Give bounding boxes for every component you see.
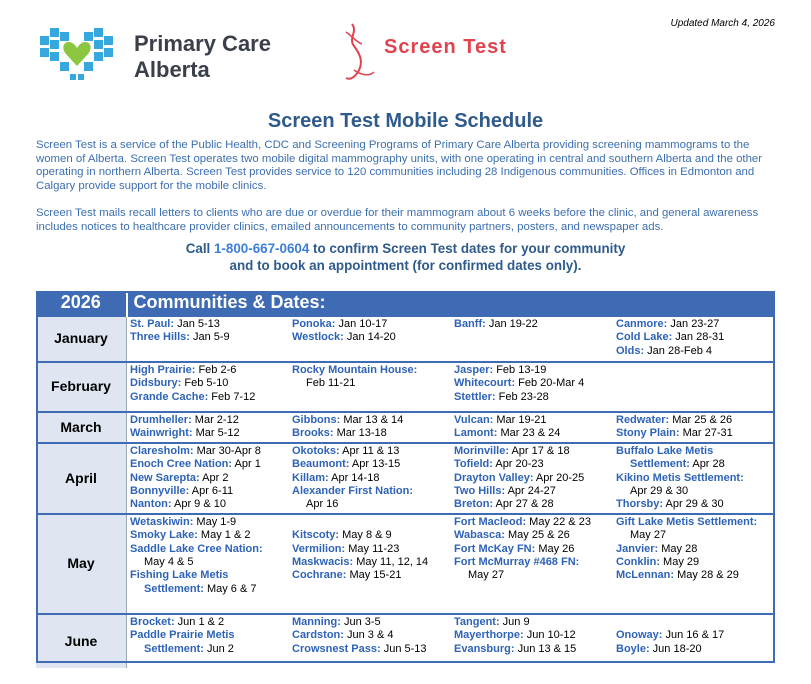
month-row-may — [36, 514, 775, 614]
community-entry — [454, 629, 610, 642]
community-name: Janvier: — [616, 542, 659, 555]
community-name: Drumheller: — [130, 414, 192, 426]
community-dates: Jun 5-13 — [380, 642, 427, 655]
community-cell — [451, 316, 613, 362]
community-entry — [292, 331, 448, 344]
community-name: Enoch Cree Nation: — [130, 458, 233, 471]
screen-test-ribbon-icon — [340, 22, 380, 84]
community-dates: Apr 6-11 — [189, 485, 234, 498]
community-entry — [454, 458, 610, 471]
community-entry — [454, 485, 610, 498]
community-name: Ponoka: — [292, 318, 336, 330]
community-dates: Feb 5-10 — [181, 377, 229, 390]
community-cell — [613, 362, 775, 412]
community-dates: May 27 — [468, 569, 505, 582]
community-dates: Jun 16 & 17 — [662, 629, 725, 642]
community-dates: May 11, 12, 14 — [353, 556, 429, 569]
community-entry — [616, 458, 772, 471]
community-entry — [130, 516, 286, 529]
primary-care-alberta-logo — [34, 22, 304, 92]
community-cell — [127, 412, 290, 443]
community-name: Gibbons: — [292, 414, 341, 426]
community-dates: May 4 & 5 — [144, 556, 194, 569]
community-entry — [616, 616, 772, 629]
community-entry — [616, 629, 772, 642]
page-title: Screen Test Mobile Schedule — [267, 110, 544, 132]
community-cell — [613, 514, 775, 614]
phone-number[interactable]: 1-800-667-0604 — [213, 241, 310, 256]
community-name: Vermilion: — [292, 542, 346, 555]
community-name: Fort McKay FN: — [454, 542, 536, 555]
community-entry — [292, 529, 448, 542]
community-name: Fort McMurray #468 FN: — [454, 556, 580, 569]
community-name: Boyle: — [616, 642, 650, 655]
community-entry — [292, 364, 448, 377]
community-dates: Jan 23-27 — [667, 318, 720, 330]
community-name: Banff: — [454, 318, 486, 330]
schedule-header — [36, 291, 775, 316]
community-dates: Apr 28 — [689, 458, 725, 471]
call-pre: Call — [185, 241, 214, 256]
community-cell — [127, 362, 290, 412]
community-entry — [616, 529, 772, 542]
community-dates: Feb 2-6 — [195, 364, 237, 376]
community-entry — [130, 391, 286, 404]
community-dates: Mar 27-31 — [679, 427, 733, 440]
community-entry — [454, 445, 610, 458]
month-label: March — [36, 412, 127, 443]
community-name: New Sarepta: — [130, 471, 200, 484]
community-dates: Apr 29 & 30 — [663, 498, 724, 511]
community-dates: Apr 20-25 — [533, 471, 585, 484]
community-cell — [613, 614, 775, 668]
month-row-april — [36, 443, 775, 514]
community-dates: Jun 13 & 15 — [514, 642, 577, 655]
community-dates: Feb 20-Mar 4 — [515, 377, 585, 390]
community-name: Okotoks: — [292, 444, 340, 457]
month-row-january — [36, 316, 775, 362]
community-name: Brooks: — [292, 427, 334, 440]
community-name: Morinville: — [454, 444, 510, 457]
community-dates: Jun 3 & 4 — [343, 629, 394, 642]
community-dates: Mar 13 & 14 — [340, 414, 404, 426]
community-dates: May 28 — [658, 542, 698, 555]
screen-test-logo — [340, 22, 540, 92]
community-name: Kitscoty: — [292, 529, 340, 542]
community-entry — [616, 485, 772, 498]
community-dates: Feb 7-12 — [208, 390, 256, 403]
community-dates: Jan 14-20 — [343, 331, 396, 344]
community-entry — [292, 318, 448, 331]
community-name: Saddle Lake Cree Nation: — [130, 542, 263, 555]
community-cell — [289, 514, 451, 614]
community-entry — [292, 458, 448, 471]
community-dates: May 15-21 — [346, 569, 402, 582]
community-name: Onoway: — [616, 629, 663, 642]
community-dates: Mar 5-12 — [192, 427, 240, 440]
community-cell — [613, 443, 775, 514]
community-cell — [451, 443, 613, 514]
community-name: Nanton: — [130, 498, 172, 511]
community-dates: Mar 2-12 — [191, 414, 239, 426]
community-name: Maskwacis: — [292, 556, 354, 569]
community-dates: Apr 2 — [199, 471, 229, 484]
community-dates: Apr 14-18 — [328, 471, 380, 484]
community-dates: Mar 19-21 — [493, 414, 547, 426]
community-entry — [130, 377, 286, 390]
pca-name — [134, 31, 271, 83]
pca-line2: Alberta — [134, 57, 210, 82]
community-entry — [130, 414, 286, 427]
community-entry — [130, 427, 286, 440]
community-entry — [616, 445, 772, 458]
month-row-february — [36, 362, 775, 412]
community-name: Redwater: — [616, 414, 670, 426]
community-cell — [613, 316, 775, 362]
community-entry — [454, 391, 610, 404]
community-dates: Apr 27 & 28 — [493, 498, 554, 511]
community-name: Cardston: — [292, 629, 344, 642]
call-line2: and to book an appointment (for confirmed dates only). — [229, 258, 582, 273]
community-dates: May 1-9 — [193, 515, 237, 528]
community-name: Westlock: — [292, 331, 344, 344]
community-name: Lamont: — [454, 427, 498, 440]
community-cell — [289, 443, 451, 514]
community-name: Fishing Lake Metis — [130, 569, 229, 582]
community-cell — [289, 316, 451, 362]
community-entry — [454, 643, 610, 656]
community-name: Fort Macleod: — [454, 515, 527, 528]
schedule-heading: Communities & Dates: — [127, 291, 776, 316]
community-dates: May 11-23 — [345, 542, 400, 555]
community-entry — [616, 516, 772, 529]
community-name: Cold Lake: — [616, 331, 673, 344]
community-name: High Prairie: — [130, 364, 196, 376]
community-dates: May 26 — [535, 542, 575, 555]
community-cell — [289, 362, 451, 412]
month-row-march — [36, 412, 775, 443]
community-name: Drayton Valley: — [454, 471, 534, 484]
community-entry — [454, 364, 610, 377]
community-entry — [130, 498, 286, 511]
month-label: January — [36, 316, 127, 362]
community-entry — [292, 485, 448, 498]
community-entry — [616, 498, 772, 511]
pca-line1: Primary Care — [134, 31, 271, 56]
community-dates: Jun 18-20 — [649, 642, 702, 655]
community-cell — [289, 412, 451, 443]
month-label: June — [36, 614, 127, 668]
community-name: Kikino Metis Settlement: — [616, 471, 744, 484]
community-entry — [292, 377, 448, 390]
community-name: Canmore: — [616, 318, 668, 330]
community-dates: Jun 1 & 2 — [174, 615, 225, 628]
community-name: Cochrane: — [292, 569, 347, 582]
community-entry — [130, 445, 286, 458]
pca-heart-pixel-icon — [34, 22, 124, 92]
community-dates: Apr 24-27 — [505, 485, 556, 498]
community-cell — [613, 412, 775, 443]
community-dates: Jun 10-12 — [523, 629, 576, 642]
community-dates: Feb 11-21 — [306, 377, 356, 390]
community-dates: May 22 & 23 — [526, 515, 591, 528]
community-name: Tangent: — [454, 615, 500, 628]
community-dates: May 8 & 9 — [339, 529, 392, 542]
community-dates: Feb 23-28 — [495, 390, 549, 403]
call-post: to confirm Screen Test dates for your community — [309, 241, 626, 256]
community-name: Rocky Mountain House: — [292, 364, 418, 376]
community-dates: Apr 17 & 18 — [509, 444, 570, 457]
community-entry — [454, 569, 610, 582]
community-dates: Apr 16 — [306, 498, 339, 511]
community-dates: Apr 9 & 10 — [171, 498, 226, 511]
community-entry — [130, 485, 286, 498]
community-name: Alexander First Nation: — [292, 485, 414, 498]
community-name: Two Hills: — [454, 485, 506, 498]
community-dates: Jun 3-5 — [340, 615, 381, 628]
community-entry — [130, 616, 286, 629]
community-entry — [454, 516, 610, 529]
community-name: Olds: — [616, 344, 645, 357]
community-name: St. Paul: — [130, 318, 175, 330]
community-dates: Mar 25 & 26 — [669, 414, 733, 426]
community-name: Stony Plain: — [616, 427, 680, 440]
call-to-action — [0, 240, 811, 274]
community-name: Buffalo Lake Metis — [616, 444, 714, 457]
community-dates: Apr 13-15 — [349, 458, 401, 471]
community-name: Three Hills: — [130, 331, 190, 344]
community-dates: Jun 9 — [499, 615, 530, 628]
community-entry — [130, 583, 286, 596]
community-entry — [130, 318, 286, 331]
community-entry — [292, 556, 448, 569]
community-name: Wainwright: — [130, 427, 193, 440]
community-dates: Jan 5-13 — [174, 318, 220, 330]
community-dates: Apr 29 & 30 — [630, 485, 689, 498]
community-name: Jasper: — [454, 364, 494, 376]
community-name: Wetaskiwin: — [130, 515, 194, 528]
community-cell — [127, 443, 290, 514]
community-entry — [292, 616, 448, 629]
community-name: Wabasca: — [454, 529, 505, 542]
community-entry — [616, 331, 772, 344]
community-entry — [292, 472, 448, 485]
community-entry — [454, 427, 610, 440]
community-dates: May 25 & 26 — [504, 529, 570, 542]
community-entry — [454, 616, 610, 629]
community-entry — [454, 472, 610, 485]
community-name: Brocket: — [130, 615, 175, 628]
community-entry — [130, 364, 286, 377]
schedule-table — [36, 291, 775, 668]
community-cell — [451, 412, 613, 443]
community-entry — [616, 556, 772, 569]
community-entry — [130, 331, 286, 344]
community-dates: Jan 28-Feb 4 — [644, 344, 712, 357]
community-cell — [451, 362, 613, 412]
community-dates: Apr 1 — [232, 458, 261, 471]
community-dates: Jan 28-31 — [672, 331, 725, 344]
community-entry — [454, 498, 610, 511]
community-dates: Mar 23 & 24 — [497, 427, 561, 440]
recall-paragraph: Screen Test mails recall letters to clients who are due or overdue for their mammogram about 6 weeks before the clinic, and general awareness includes notices to healthcare provider clinics, emailed announcements to community partners, posters, and newspaper ads. — [36, 207, 759, 233]
intro-paragraph: Screen Test is a service of the Public Health, CDC and Screening Programs of Primary Care Alberta providing screening mammograms to the women of Alberta. Screen Test operates two mobile digital mammography units, with one operating in central and southern Alberta and the other operating in northern Alberta. Screen Test provides service to 120 communities including 28 Indigenous communities. Offices in Edmonton and Calgary provide support for the mobile clinics. — [36, 139, 763, 192]
community-entry — [292, 427, 448, 440]
community-cell — [451, 614, 613, 668]
community-name: Settlement: — [630, 458, 690, 471]
community-entry — [454, 556, 610, 569]
community-entry — [292, 414, 448, 427]
screen-test-name: Screen Test — [384, 36, 507, 58]
community-dates: Apr 20-23 — [492, 458, 544, 471]
community-entry — [292, 569, 448, 582]
community-entry — [292, 643, 448, 656]
community-name: Stettler: — [454, 390, 496, 403]
community-entry — [616, 427, 772, 440]
community-name: Settlement: — [144, 582, 204, 595]
community-name: Bonnyville: — [130, 485, 190, 498]
community-name: Beaumont: — [292, 458, 350, 471]
community-name: Settlement: — [144, 642, 204, 655]
month-row-june — [36, 614, 775, 668]
community-name: Mayerthorpe: — [454, 629, 524, 642]
community-entry — [616, 345, 772, 358]
community-entry — [292, 516, 448, 529]
community-dates: Mar 13-18 — [333, 427, 387, 440]
community-name: Whitecourt: — [454, 377, 516, 390]
month-label: May — [36, 514, 127, 614]
community-name: Grande Cache: — [130, 390, 209, 403]
community-entry — [616, 543, 772, 556]
community-entry — [130, 643, 286, 656]
community-entry — [130, 458, 286, 471]
community-name: Claresholm: — [130, 444, 194, 457]
community-name: Breton: — [454, 498, 494, 511]
community-name: McLennan: — [616, 569, 675, 582]
community-dates: May 29 — [660, 556, 700, 569]
community-dates: May 6 & 7 — [203, 582, 257, 595]
community-cell — [127, 614, 290, 668]
community-name: Thorsby: — [616, 498, 664, 511]
community-name: Conklin: — [616, 556, 660, 569]
community-entry — [130, 543, 286, 556]
community-cell — [127, 514, 290, 614]
community-dates: Mar 30-Apr 8 — [193, 444, 261, 457]
community-entry — [454, 414, 610, 427]
community-entry — [454, 529, 610, 542]
community-dates: Jun 2 — [203, 642, 234, 655]
community-name: Vulcan: — [454, 414, 494, 426]
community-name: Manning: — [292, 615, 341, 628]
community-name: Evansburg: — [454, 642, 515, 655]
community-dates: Jan 19-22 — [485, 318, 538, 330]
community-name: Tofield: — [454, 458, 493, 471]
community-dates: Jan 10-17 — [335, 318, 388, 330]
community-entry — [292, 445, 448, 458]
community-entry — [454, 377, 610, 390]
community-dates: Jan 5-9 — [189, 331, 230, 344]
month-label: February — [36, 362, 127, 412]
community-entry — [454, 318, 610, 331]
community-entry — [292, 629, 448, 642]
community-entry — [616, 318, 772, 331]
community-dates: May 27 — [630, 529, 667, 542]
community-entry — [616, 643, 772, 656]
community-name: Paddle Prairie Metis — [130, 629, 235, 642]
community-entry — [616, 472, 772, 485]
community-name: Killam: — [292, 471, 329, 484]
community-dates: May 1 & 2 — [197, 529, 251, 542]
community-cell — [127, 316, 290, 362]
updated-date: Updated March 4, 2026 — [670, 18, 775, 29]
community-entry — [292, 498, 448, 511]
community-dates: Feb 13-19 — [493, 364, 547, 376]
community-dates: Apr 11 & 13 — [339, 444, 400, 457]
schedule-year: 2026 — [36, 291, 127, 316]
community-cell — [289, 614, 451, 668]
community-entry — [130, 569, 286, 582]
community-cell — [451, 514, 613, 614]
community-dates: May 28 & 29 — [674, 569, 739, 582]
community-name: Smoky Lake: — [130, 529, 198, 542]
community-entry — [130, 629, 286, 642]
community-entry — [616, 414, 772, 427]
community-entry — [616, 569, 772, 582]
community-name: Gift Lake Metis Settlement: — [616, 515, 758, 528]
community-entry — [130, 556, 286, 569]
community-name: Crowsnest Pass: — [292, 642, 381, 655]
community-entry — [130, 529, 286, 542]
community-entry — [292, 543, 448, 556]
community-entry — [454, 543, 610, 556]
community-name: Didsbury: — [130, 377, 182, 390]
month-label: April — [36, 443, 127, 514]
community-entry — [130, 472, 286, 485]
